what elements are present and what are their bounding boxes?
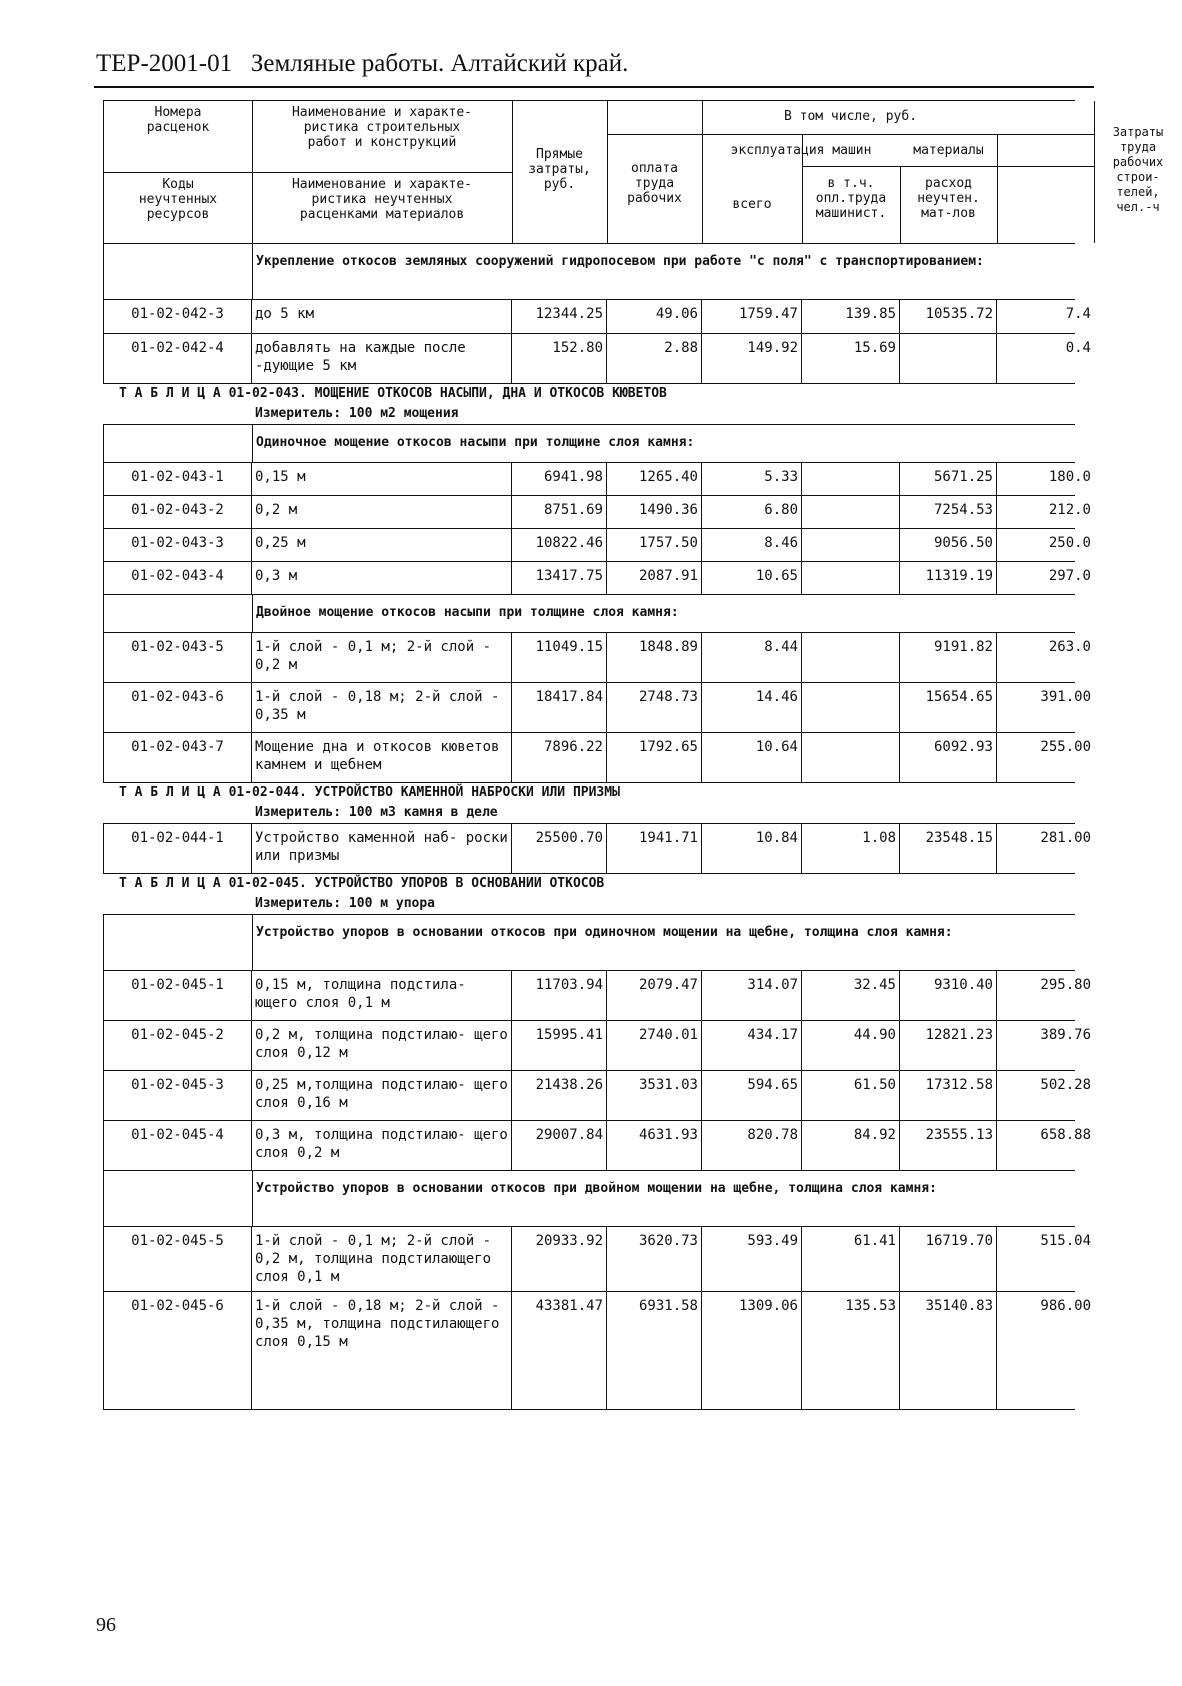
value-hours: 986.00 [1040, 1298, 1091, 1314]
value-operator: 15.69 [802, 334, 900, 383]
table-caption-title: Т А Б Л И Ц А 01-02-043. МОЩЕНИЕ ОТКОСОВ НАСЫПИ, ДНА И ОТКОСОВ КЮВЕТОВ [119, 386, 667, 401]
rate-code: 01-02-045-2 [104, 1021, 252, 1070]
section-heading [104, 915, 1075, 971]
section-heading [104, 244, 1075, 300]
table-caption-measure: Измеритель: 100 м2 мощения [255, 406, 459, 421]
value-operator: 1.08 [802, 824, 900, 873]
table-row [104, 1121, 1091, 1171]
section-heading-text: Устройство упоров в основании откосов при одиночном мощении на щебне, толщина слоя камня: [256, 925, 953, 940]
work-name: 0,3 м [252, 562, 512, 594]
rate-code: 01-02-045-5 [104, 1227, 252, 1291]
col-including: В том числе, руб. [783, 109, 918, 124]
col-rate-number: Номера расценок [146, 105, 210, 135]
value-labor: 1757.50 [607, 529, 702, 561]
rate-code: 01-02-043-7 [104, 733, 252, 782]
table-caption-measure: Измеритель: 100 м3 камня в деле [255, 805, 498, 820]
value-machine: 10.84 [702, 824, 802, 873]
rate-code: 01-02-045-3 [104, 1071, 252, 1120]
value-hours: 297.0 [1048, 568, 1091, 584]
table-row [104, 1227, 1091, 1292]
value-direct: 15995.41 [512, 1021, 607, 1070]
value-machine: 8.46 [702, 529, 802, 561]
table-caption [103, 783, 1075, 823]
table-row [104, 1292, 1091, 1410]
rates-table [103, 100, 1164, 1410]
value-hours: 250.0 [1048, 535, 1091, 551]
section-heading-text: Устройство упоров в основании откосов при двойном мощении на щебне, толщина слоя камня: [256, 1181, 937, 1196]
value-direct: 18417.84 [512, 683, 607, 732]
value-hours: 0.4 [1065, 340, 1091, 356]
value-hours: 263.0 [1048, 639, 1091, 655]
work-name: 0,2 м, толщина подстилаю- щего слоя 0,12 м [252, 1021, 512, 1070]
value-hours: 391.00 [1040, 689, 1091, 705]
section-heading [104, 595, 1075, 633]
value-material: 5671.25 [900, 463, 997, 495]
value-material: 23548.15 [900, 824, 997, 873]
value-labor: 2087.91 [607, 562, 702, 594]
value-hours: 255.00 [1040, 739, 1091, 755]
value-hours: 515.04 [1040, 1233, 1091, 1249]
col-direct-costs: Прямые затраты, руб. [528, 147, 591, 192]
work-name: Мощение дна и откосов кюветов камнем и щебнем [252, 733, 512, 782]
value-hours: 180.0 [1048, 469, 1091, 485]
value-hours: 502.28 [1040, 1077, 1091, 1093]
work-name: 0,25 м,толщина подстилаю- щего слоя 0,16 м [252, 1071, 512, 1120]
col-labor-pay: оплата труда рабочих [627, 161, 682, 206]
col-machines-total: всего [732, 197, 772, 212]
value-operator [802, 529, 900, 561]
table-caption-title: Т А Б Л И Ц А 01-02-044. УСТРОЙСТВО КАМЕННОЙ НАБРОСКИ ИЛИ ПРИЗМЫ [119, 785, 620, 800]
rate-code: 01-02-042-4 [104, 334, 252, 383]
page-number: 96 [96, 1614, 116, 1636]
value-labor: 1941.71 [607, 824, 702, 873]
value-operator [802, 633, 900, 682]
value-direct: 25500.70 [512, 824, 607, 873]
value-material: 11319.19 [900, 562, 997, 594]
value-machine: 10.64 [702, 733, 802, 782]
rate-code: 01-02-042-3 [104, 300, 252, 333]
value-machine: 594.65 [702, 1071, 802, 1120]
table-row [104, 562, 1091, 595]
section-heading [104, 1171, 1075, 1227]
table-row [104, 529, 1091, 562]
value-labor: 1265.40 [607, 463, 702, 495]
rate-code: 01-02-043-5 [104, 633, 252, 682]
value-material: 15654.65 [900, 683, 997, 732]
value-material: 16719.70 [900, 1227, 997, 1291]
table-row [104, 334, 1091, 384]
value-material: 12821.23 [900, 1021, 997, 1070]
value-material: 9056.50 [900, 529, 997, 561]
value-machine: 10.65 [702, 562, 802, 594]
section-heading-text: Укрепление откосов земляных сооружений гидропосевом при работе "с поля" с транспортированием: [256, 254, 984, 269]
value-direct: 20933.92 [512, 1227, 607, 1291]
work-name: 0,2 м [252, 496, 512, 528]
work-name: 0,15 м [252, 463, 512, 495]
value-material: 23555.13 [900, 1121, 997, 1170]
value-direct: 21438.26 [512, 1071, 607, 1120]
value-direct: 43381.47 [512, 1292, 607, 1409]
value-operator [802, 562, 900, 594]
section-heading-text: Двойное мощение откосов насыпи при толщине слоя камня: [256, 605, 679, 620]
table-caption-measure: Измеритель: 100 м упора [255, 896, 436, 911]
value-direct: 11703.94 [512, 971, 607, 1020]
value-operator [802, 733, 900, 782]
value-machine: 5.33 [702, 463, 802, 495]
value-hours: 295.80 [1040, 977, 1091, 993]
value-material: 35140.83 [900, 1292, 997, 1409]
value-labor: 49.06 [607, 300, 702, 333]
table-row [104, 733, 1091, 783]
rate-code: 01-02-043-3 [104, 529, 252, 561]
value-hours: 7.4 [1065, 306, 1091, 322]
value-labor: 3620.73 [607, 1227, 702, 1291]
value-machine: 1309.06 [702, 1292, 802, 1409]
table-caption [103, 384, 1075, 424]
value-machine: 1759.47 [702, 300, 802, 333]
value-machine: 593.49 [702, 1227, 802, 1291]
work-name: добавлять на каждые после -дующие 5 км [252, 334, 512, 383]
work-name: 1-й слой - 0,1 м; 2-й слой - 0,2 м, толщина подстилающего слоя 0,1 м [252, 1227, 512, 1291]
col-labor-hours: Затраты труда рабочих строи- телей, чел.-ч [1112, 125, 1164, 214]
value-labor: 2740.01 [607, 1021, 702, 1070]
table-row [104, 496, 1091, 529]
section-heading-text: Одиночное мощение откосов насыпи при толщине слоя камня: [256, 435, 695, 450]
value-direct: 8751.69 [512, 496, 607, 528]
rate-code: 01-02-045-1 [104, 971, 252, 1020]
value-material: 17312.58 [900, 1071, 997, 1120]
value-labor: 1490.36 [607, 496, 702, 528]
value-hours: 658.88 [1040, 1127, 1091, 1143]
rate-code: 01-02-044-1 [104, 824, 252, 873]
work-name: 1-й слой - 0,18 м; 2-й слой - 0,35 м, толщина подстилающего слоя 0,15 м [252, 1292, 512, 1409]
value-direct: 29007.84 [512, 1121, 607, 1170]
value-labor: 1792.65 [607, 733, 702, 782]
work-name: 1-й слой - 0,18 м; 2-й слой - 0,35 м [252, 683, 512, 732]
value-labor: 2748.73 [607, 683, 702, 732]
work-name: Устройство каменной наб- роски или призмы [252, 824, 512, 873]
value-material: 7254.53 [900, 496, 997, 528]
rate-code: 01-02-043-6 [104, 683, 252, 732]
value-direct: 12344.25 [512, 300, 607, 333]
col-machines: эксплуатация машин [730, 143, 872, 158]
table-row [104, 1071, 1091, 1121]
value-operator [802, 496, 900, 528]
work-name: до 5 км [252, 300, 512, 333]
value-machine: 314.07 [702, 971, 802, 1020]
table-header [104, 100, 1164, 244]
work-name: 0,25 м [252, 529, 512, 561]
work-name: 1-й слой - 0,1 м; 2-й слой - 0,2 м [252, 633, 512, 682]
table-caption [103, 874, 1075, 914]
value-material: 10535.72 [900, 300, 997, 333]
value-machine: 8.44 [702, 633, 802, 682]
table-caption-title: Т А Б Л И Ц А 01-02-045. УСТРОЙСТВО УПОРОВ В ОСНОВАНИИ ОТКОСОВ [119, 876, 605, 891]
value-labor: 2079.47 [607, 971, 702, 1020]
rate-code: 01-02-045-4 [104, 1121, 252, 1170]
value-operator: 135.53 [802, 1292, 900, 1409]
col-operator-pay: в т.ч. опл.труда машинист. [815, 176, 887, 221]
work-name: 0,15 м, толщина подстила- ющего слоя 0,1 м [252, 971, 512, 1020]
value-operator: 61.50 [802, 1071, 900, 1120]
value-material: 6092.93 [900, 733, 997, 782]
col-work-name: Наименование и характе- ристика строительных работ и конструкций [291, 105, 472, 150]
table-row [104, 683, 1091, 733]
value-direct: 6941.98 [512, 463, 607, 495]
value-labor: 1848.89 [607, 633, 702, 682]
value-operator: 139.85 [802, 300, 900, 333]
value-hours: 389.76 [1040, 1027, 1091, 1043]
col-resource-code: Коды неучтенных ресурсов [138, 177, 218, 222]
value-operator: 44.90 [802, 1021, 900, 1070]
col-unaccounted-materials: расход неучтен. мат-лов [917, 176, 980, 221]
value-direct: 11049.15 [512, 633, 607, 682]
value-operator [802, 683, 900, 732]
table-row [104, 300, 1091, 334]
value-material: 9191.82 [900, 633, 997, 682]
rate-code: 01-02-045-6 [104, 1292, 252, 1409]
col-materials: материалы [913, 143, 984, 158]
rate-code: 01-02-043-4 [104, 562, 252, 594]
value-machine: 6.80 [702, 496, 802, 528]
value-material: 9310.40 [900, 971, 997, 1020]
value-labor: 4631.93 [607, 1121, 702, 1170]
value-material [900, 334, 997, 383]
value-hours: 212.0 [1048, 502, 1091, 518]
value-machine: 434.17 [702, 1021, 802, 1070]
value-operator: 61.41 [802, 1227, 900, 1291]
header-rule [94, 86, 1094, 88]
value-labor: 3531.03 [607, 1071, 702, 1120]
rate-code: 01-02-043-1 [104, 463, 252, 495]
value-operator: 84.92 [802, 1121, 900, 1170]
value-direct: 10822.46 [512, 529, 607, 561]
value-machine: 820.78 [702, 1121, 802, 1170]
value-direct: 7896.22 [512, 733, 607, 782]
value-labor: 6931.58 [607, 1292, 702, 1409]
page-header-title: ТЕР-2001-01 Земляные работы. Алтайский край. [96, 50, 629, 77]
value-direct: 152.80 [512, 334, 607, 383]
value-labor: 2.88 [607, 334, 702, 383]
value-direct: 13417.75 [512, 562, 607, 594]
value-hours: 281.00 [1040, 830, 1091, 846]
value-operator [802, 463, 900, 495]
rate-code: 01-02-043-2 [104, 496, 252, 528]
value-machine: 149.92 [702, 334, 802, 383]
work-name: 0,3 м, толщина подстилаю- щего слоя 0,2 м [252, 1121, 512, 1170]
value-operator: 32.45 [802, 971, 900, 1020]
col-material-name: Наименование и характе- ристика неучтенных расценками материалов [291, 177, 472, 222]
value-machine: 14.46 [702, 683, 802, 732]
table-body [104, 244, 1091, 1410]
table-row [104, 824, 1091, 874]
table-row [104, 633, 1091, 683]
table-row [104, 971, 1091, 1021]
table-row [104, 463, 1091, 496]
table-row [104, 1021, 1091, 1071]
section-heading [104, 425, 1075, 463]
